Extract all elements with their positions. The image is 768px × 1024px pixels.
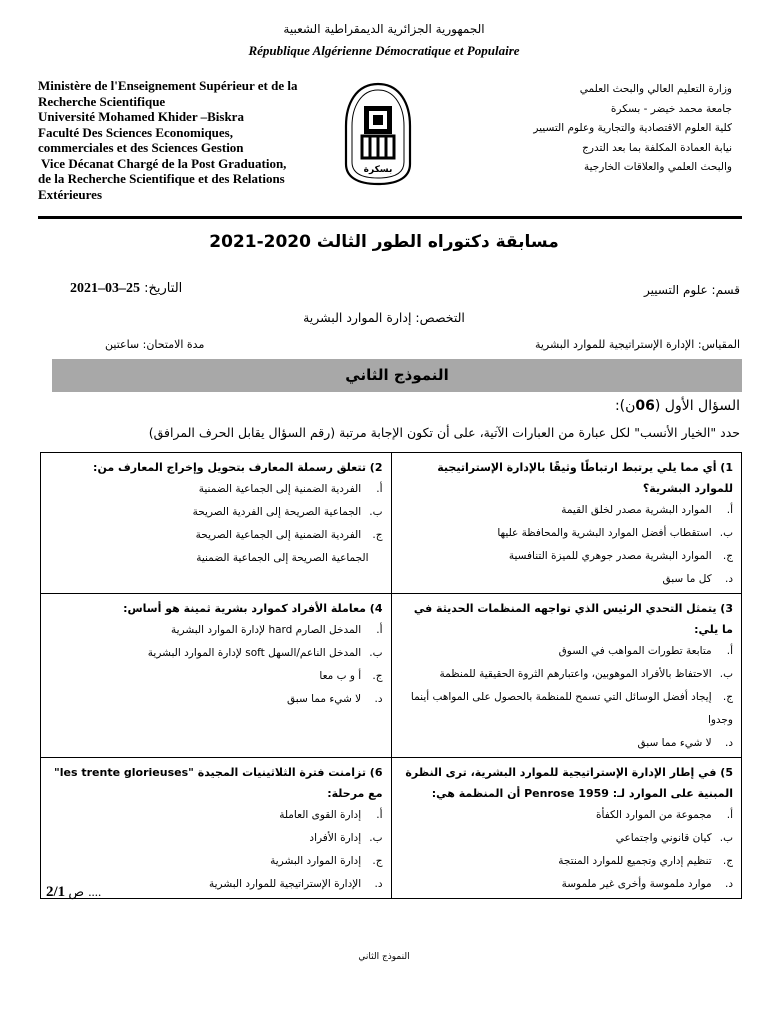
option-text: الفردية الضمنية إلى الجماعية الضمنية <box>198 483 362 495</box>
question-stem: 6) تزامنت فترة الثلاثينيات المجيدة "les trente glorieuses" مع مرحلة: <box>54 766 383 800</box>
institution-line-ar: نيابة العمادة المكلفة بما بعد التدرج <box>582 141 732 154</box>
exam-title: مسابقة دكتوراه الطور الثالث 2020-2021 <box>209 232 559 252</box>
option-item <box>49 850 383 873</box>
header-divider <box>38 216 742 219</box>
option-label: أ. <box>726 645 733 657</box>
option-text: الاحتفاظ بالأفراد الموهوبين، واعتبارهم الثروة الحقيقية للمنظمة <box>439 668 712 680</box>
question-cell-5 <box>391 758 742 899</box>
option-label: ب. <box>369 832 383 844</box>
question-cell-1 <box>391 453 742 594</box>
option-text: مجموعة من الموارد الكفأة <box>596 809 712 821</box>
module-label: المقياس: الإدارة الإستراتيجية للموارد البشرية <box>534 338 740 351</box>
question-cell-6 <box>41 758 392 899</box>
option-text: أ و ب معا <box>319 670 362 682</box>
option-item <box>400 568 734 591</box>
option-text: متابعة تطورات المواهب في السوق <box>558 645 712 657</box>
option-item <box>49 619 383 642</box>
institution-line: Faculté Des Sciences Economiques, <box>38 124 233 140</box>
option-item <box>49 804 383 827</box>
date-value: 2021–03–25 <box>70 281 140 296</box>
option-item <box>49 524 383 547</box>
question-heading-prefix: السؤال الأول ( <box>654 398 740 414</box>
question-heading-suffix: ن): <box>614 398 636 414</box>
option-text: كيان قانوني واجتماعي <box>615 832 712 844</box>
page-prefix: ص <box>68 885 89 900</box>
option-label: ب. <box>369 647 383 659</box>
option-item <box>400 873 734 896</box>
page-number <box>46 884 101 901</box>
question-cell-3 <box>391 594 742 758</box>
option-label: ب. <box>369 506 383 518</box>
option-label: أ. <box>376 624 383 636</box>
question-instruction: حدد "الخيار الأنسب" لكل عبارة من العبارات الآتية، على أن تكون الإجابة مرتبة (رقم السؤال يقابل الحرف المرافق) <box>148 425 740 440</box>
option-item <box>49 642 383 665</box>
questions-table <box>40 452 742 899</box>
option-item <box>400 640 734 663</box>
option-item <box>49 827 383 850</box>
institution-block-french <box>38 78 338 202</box>
option-text: كل ما سبق <box>662 573 712 585</box>
option-label: ج. <box>372 670 383 682</box>
option-text: المدخل الناعم/السهل soft لإدارة الموارد البشرية <box>147 647 362 659</box>
option-item <box>400 545 734 568</box>
institution-line-ar: جامعة محمد خيضر - بسكرة <box>610 102 732 115</box>
option-label: ب. <box>719 832 733 844</box>
option-item <box>49 665 383 688</box>
table-row <box>41 758 742 899</box>
option-label: د. <box>724 878 733 890</box>
option-text: إدارة القوى العاملة <box>279 809 362 821</box>
institution-line-ar: وزارة التعليم العالي والبحث العلمي <box>579 83 732 95</box>
department-label: قسم: علوم التسيير <box>643 283 740 297</box>
institution-block-arabic <box>532 80 732 178</box>
option-item <box>49 688 383 711</box>
option-item <box>400 827 734 850</box>
option-item <box>49 478 383 501</box>
option-item <box>400 522 734 545</box>
option-label: ج. <box>722 691 733 703</box>
question-points: 06 <box>635 398 655 414</box>
question-stem: 1) أي مما يلي يرتبط ارتباطًا وثيقًا بالإدارة الإستراتيجية للموارد البشرية؟ <box>437 461 733 495</box>
option-label: ج. <box>372 855 383 867</box>
question-stem: 5) في إطار الإدارة الإستراتيجية للموارد البشرية، ترى النظرة المبنية على الموارد لـ: Penrose 1959 أن المنظمة هي: <box>405 766 733 800</box>
country-name-french: République Algérienne Démocratique et Populaire <box>248 43 520 58</box>
question-stem: 2) تتعلق رسملة المعارف بتحويل وإخراج المعارف من: <box>93 461 383 474</box>
option-item <box>400 663 734 686</box>
question-stem: 3) يتمثل التحدي الرئيس الذي تواجهه المنظمات الحديثة في ما يلي: <box>413 602 733 636</box>
question-cell-2 <box>41 453 392 594</box>
table-row <box>41 594 742 758</box>
option-item <box>400 499 734 522</box>
country-name-arabic: الجمهورية الجزائرية الديمقراطية الشعبية <box>283 22 485 36</box>
option-label: ج. <box>722 855 733 867</box>
option-text: لا شيء مما سبق <box>287 693 362 705</box>
institution-line: de la Recherche Scientifique et des Relations <box>38 171 285 186</box>
option-item <box>400 804 734 827</box>
option-item <box>400 686 734 732</box>
option-label: أ. <box>726 809 733 821</box>
option-text: استقطاب أفضل الموارد البشرية والمحافظة عليها <box>497 527 712 539</box>
page-dots: .... <box>88 884 102 899</box>
page-number-value: 2/1 <box>46 884 66 900</box>
institution-line: Extérieures <box>38 186 103 202</box>
institution-line: Vice Décanat Chargé de la Post Graduation, <box>38 155 287 171</box>
duration-label: مدة الامتحان: ساعتين <box>105 338 205 351</box>
institution-line: Ministère de l'Enseignement Supérieur et de la <box>38 78 298 93</box>
model-banner: النموذج الثاني <box>52 359 742 392</box>
exam-date <box>70 281 182 297</box>
question-heading <box>615 398 740 414</box>
option-label: د. <box>374 878 383 890</box>
option-label: ج. <box>722 550 733 562</box>
option-text: إدارة الأفراد <box>309 832 362 844</box>
option-text: الموارد البشرية مصدر لخلق القيمة <box>561 504 712 516</box>
institution-line: commerciales et des Sciences Gestion <box>38 140 244 155</box>
option-item <box>49 501 383 524</box>
institution-line-ar: والبحث العلمي والعلاقات الخارجية <box>583 161 732 173</box>
specialty-label: التخصص: إدارة الموارد البشرية <box>303 310 465 325</box>
option-label: د. <box>374 693 383 705</box>
option-text: الإدارة الإستراتيجية للموارد البشرية <box>208 878 362 890</box>
option-label: ب. <box>719 668 733 680</box>
option-item <box>400 732 734 755</box>
option-text: إيجاد أفضل الوسائل التي تسمح للمنظمة بالحصول على المواهب أينما وجدوا <box>410 691 733 726</box>
table-row <box>41 453 742 594</box>
option-item <box>400 850 734 873</box>
option-label: أ. <box>376 483 383 495</box>
option-text: الجماعية الصريحة إلى الفردية الصريحة <box>192 506 362 518</box>
option-text: المدخل الصارم hard لإدارة الموارد البشرية <box>171 624 362 636</box>
option-text: الفردية الضمنية إلى الجماعية الصريحة <box>195 529 362 541</box>
option-label: د. <box>724 573 733 585</box>
option-text: تنظيم إداري وتجميع للموارد المنتجة <box>558 855 712 867</box>
option-text: موارد ملموسة وأخرى غير ملموسة <box>561 878 712 890</box>
institution-line-ar: كلية العلوم الاقتصادية والتجارية وعلوم التسيير <box>533 122 732 134</box>
option-text: إدارة الموارد البشرية <box>270 855 362 867</box>
option-continuation: الجماعية الصريحة إلى الجماعية الضمنية <box>196 552 369 564</box>
date-label: التاريخ: <box>144 281 183 296</box>
institution-line: Université Mohamed Khider –Biskra <box>38 109 244 124</box>
option-label: د. <box>724 737 733 749</box>
option-label: ج. <box>372 529 383 541</box>
option-text: الموارد البشرية مصدر جوهري للميزة التنافسية <box>508 550 712 562</box>
institution-line: Recherche Scientifique <box>38 93 166 109</box>
option-label: أ. <box>376 809 383 821</box>
question-stem: 4) معاملة الأفراد كموارد بشرية ثمينة هو أساس: <box>123 602 383 615</box>
footer-model-label: النموذج الثاني <box>358 952 410 962</box>
question-cell-4 <box>41 594 392 758</box>
option-label: ب. <box>719 527 733 539</box>
university-logo <box>342 80 414 188</box>
logo-wordmark: بسكرة <box>363 165 393 175</box>
option-text: لا شيء مما سبق <box>637 737 712 749</box>
option-label: أ. <box>726 504 733 516</box>
